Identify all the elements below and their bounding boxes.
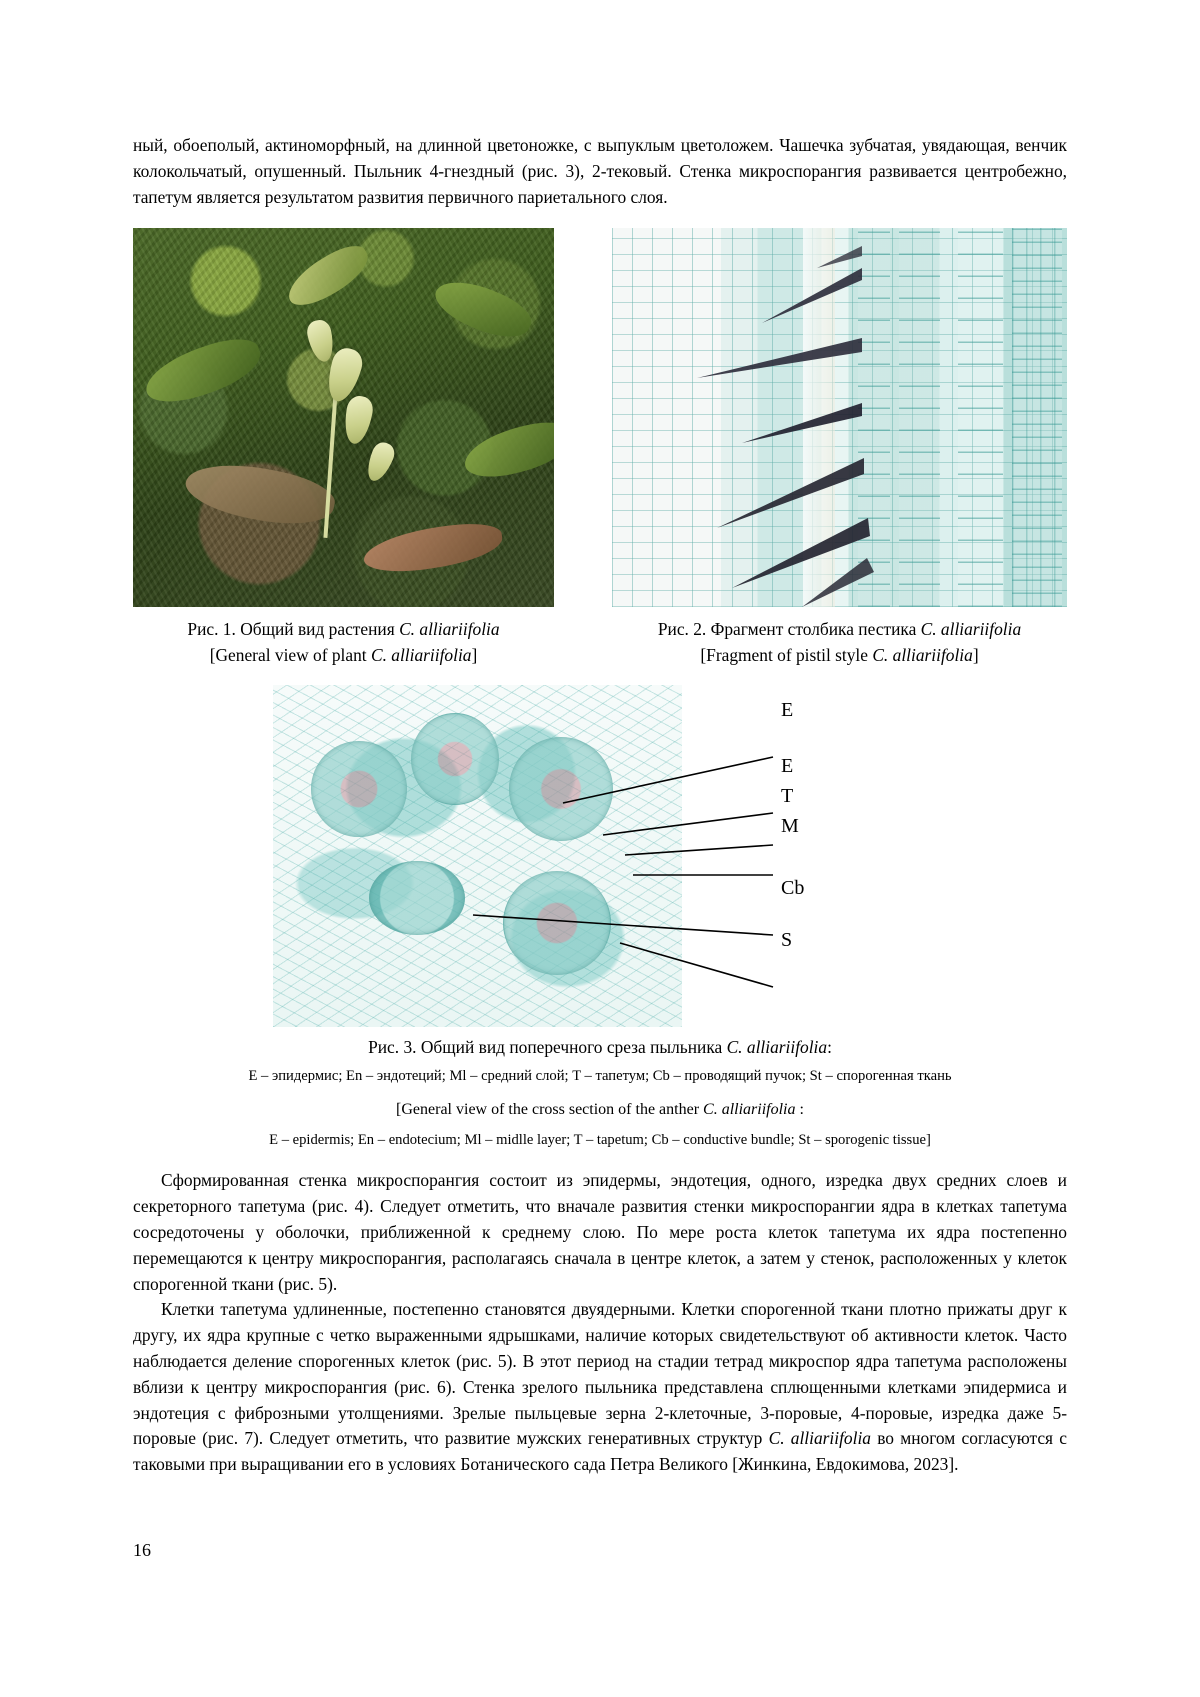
figure-3-legend-ru: E – эпидермис; En – эндотеций; Ml – средний слой; T – тапетум; Cb – проводящий пучок; St – спорогенная ткань <box>248 1068 952 1085</box>
figure-1-caption-en-species: C. alliariifolia <box>370 645 472 666</box>
figure-2-image <box>612 228 1067 607</box>
body-paragraphs <box>133 1168 1067 1478</box>
figure-3-caption-ru-pre: Рис. 3. Общий вид поперечного среза пыльника <box>368 1037 727 1058</box>
microsporangium-locule <box>411 713 499 805</box>
figure-1-caption-ru-species: C. alliariifolia <box>399 619 500 640</box>
figure-3-label-Cb: Cb <box>781 877 805 900</box>
figure-3-caption-ru-species: C. alliariifolia <box>726 1037 828 1058</box>
figure-3-label-S: S <box>781 929 793 952</box>
figures-row <box>133 228 1067 667</box>
figure-3-caption-en-post: : <box>795 1101 804 1119</box>
figure-2-block <box>612 228 1067 667</box>
paragraph-2 <box>133 1297 1067 1478</box>
conductive-bundle-region <box>369 861 465 935</box>
figure-3-image <box>273 685 682 1027</box>
figure-3-label-M: M <box>781 815 799 838</box>
top-paragraph: ный, обоеполый, актиноморфный, на длинной цветоножке, с выпуклым цветоложем. Чашечка зубчатая, увядающая, венчик колокольчатый, опушенный. Пыльник 4-гнездный (рис. 3), 2-тековый. Стенка микроспорангия развивается центробежно, тапетум является результатом развития первичного париетального слоя. <box>133 135 1067 207</box>
figure-3-caption-en-pre: [General view of the cross section of the anther <box>396 1101 704 1119</box>
figure-3-caption-en <box>133 1098 1067 1121</box>
page-content <box>133 133 1067 1478</box>
figure-2-caption-en <box>612 643 1067 667</box>
figure-1-caption-ru-text: Рис. 1. Общий вид растения <box>187 619 400 640</box>
figure-2-caption-en-post: ] <box>972 645 979 666</box>
figure-1-caption-en-post: ] <box>471 645 478 666</box>
figure-3-caption-en-species: C. alliariifolia <box>703 1101 796 1119</box>
microsporangium-locule <box>503 871 611 975</box>
figure-1-block <box>133 228 554 667</box>
figure-2-caption-ru <box>612 617 1067 641</box>
figure-2-caption-ru-species: C. alliariifolia <box>920 619 1022 640</box>
figure-3-label-En: E <box>781 755 794 778</box>
paragraph-2-part-2: во многом согласуются с таковыми при выращивании его в условиях Ботанического сада Петра Великого [Жинкина, Евдокимова, 2023]. <box>133 1428 1067 1475</box>
figure-3-block <box>133 685 1067 1027</box>
figure-1-caption-en-pre: [General view of plant <box>209 645 371 666</box>
figure-3-legend-en: E – epidermis; En – endotecium; Ml – midlle layer; T – tapetum; Cb – conductive bundle; St – sporogenic tissue] <box>269 1132 931 1149</box>
figure-2-caption-en-pre: [Fragment of pistil style <box>700 645 873 666</box>
microsporangium-locule <box>509 737 613 841</box>
figure-1-caption-en <box>133 643 554 667</box>
paragraph-1: Сформированная стенка микроспорангия состоит из эпидермы, эндотеция, одного, изредка двух средних слоев и секреторного тапетума (рис. 4). Следует отметить, что вначале развития стенки микроспорангии ядра в клетках тапетума сосредоточены у оболочки, приближенной к среднему слою. По мере роста клеток тапетума их ядра постепенно перемещаются к центру микроспорангия, располагаясь сначала в центре клеток, а затем у стенок, расположенных у клеток спорогенной ткани (рис. 5). <box>133 1170 1067 1294</box>
figure-3-label-T: T <box>781 785 794 808</box>
page-number: 16 <box>133 1540 151 1560</box>
paragraph-2-species: C. alliariifolia <box>768 1428 871 1449</box>
figure-2-caption-ru-text: Рис. 2. Фрагмент столбика пестика <box>657 619 921 640</box>
figure-3-label-E: E <box>781 699 794 722</box>
microsporangium-locule <box>311 741 407 837</box>
figure-1-caption-ru <box>133 617 554 641</box>
figure-1-image <box>133 228 554 607</box>
paragraph-2-part-1: Клетки тапетума удлиненные, постепенно становятся двуядерными. Клетки спорогенной ткани плотно прижаты друг к другу, их ядра крупные с четко выраженными ядрышками, наличие которых свидетельствуют об активности клеток. Часто наблюдается деление спорогенных клеток (рис. 5). В этот период на стадии тетрад микроспор ядра тапетума расположены вблизи к центру микроспорангия (рис. 6). Стенка зрелого пыльника представлена сплющенными клетками эпидермиса и эндотеция с фиброзными утолщениями. Зрелые пыльцевые зерна 2-клеточные, 3-поровые, 4-поровые, изредка даже 5-поровые (рис. 7). Следует отметить, что развитие мужских генеративных структур <box>133 1299 1067 1449</box>
trichome-hairs <box>612 228 1067 607</box>
figure-2-caption-en-species: C. alliariifolia <box>872 645 973 666</box>
figure-3-caption-ru <box>133 1035 1067 1059</box>
figure-3-caption-ru-post: : <box>827 1037 832 1058</box>
